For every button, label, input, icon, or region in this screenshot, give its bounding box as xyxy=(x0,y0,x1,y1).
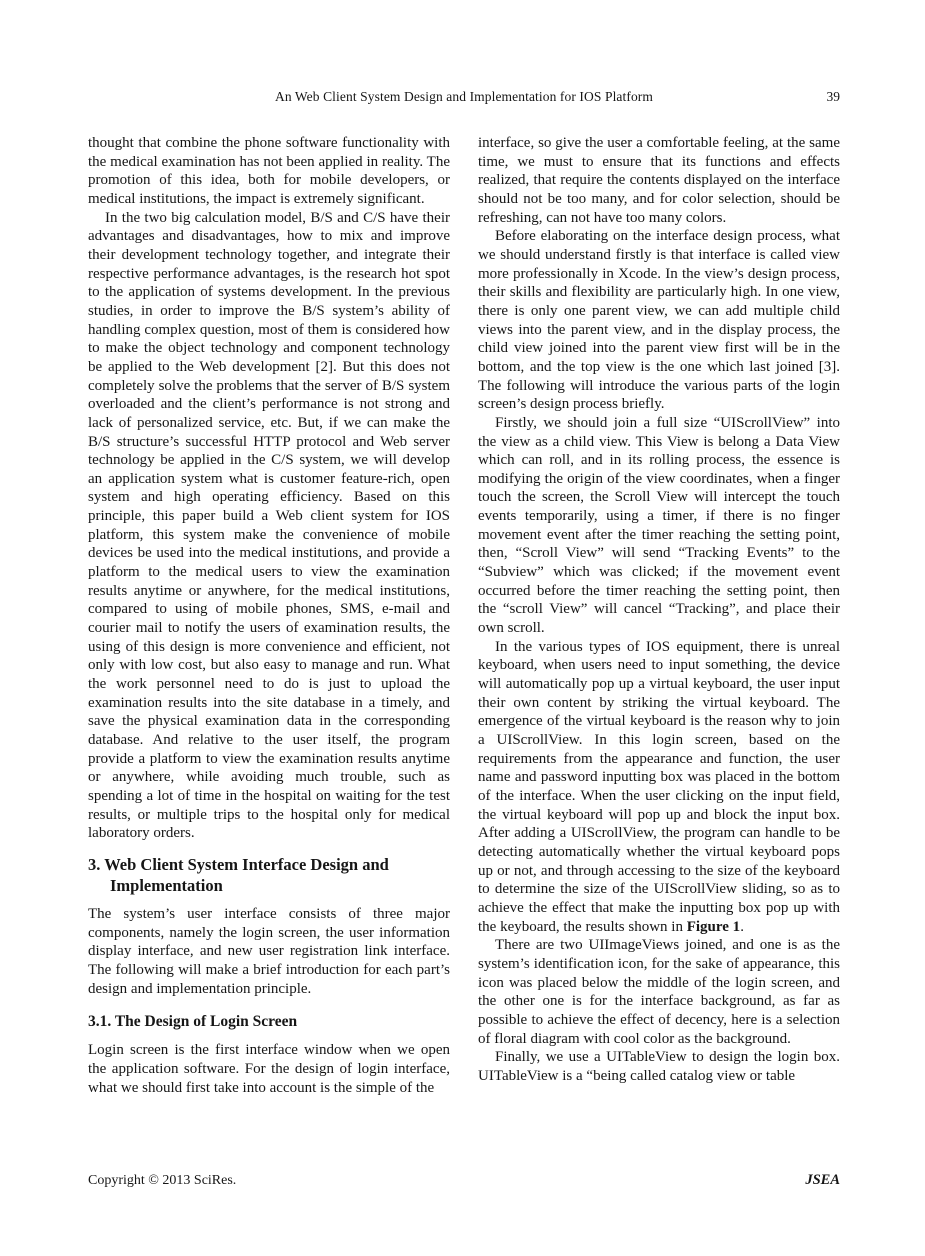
paragraph-uiscrollview: Firstly, we should join a full size “UIScrollView” into the view as a child view. This View is belong a Data View which can roll, and in its rolling process, the essence is modifying the origin of the view coordinates, when a finger touch the screen, the Scroll View will intercept the touch events temporarily, using a timer, if there is no finger movement event after the timer reaching the setting point, then, “Scroll View” will send “Tracking Events” to the “Subview” which was clicked; if the movement event occurred before the timer reaching the setting point, then the “scroll View” will cancel “Tracking”, and place their own scroll. xyxy=(478,414,840,637)
paragraph-virtual-keyboard xyxy=(478,638,840,937)
figure-1-reference: Figure 1 xyxy=(686,918,741,935)
section-3-heading-line1: 3. Web Client System Interface Design and xyxy=(88,854,389,874)
paragraph-uitableview: Finally, we use a UITableView to design the login box. UITableView is a “being called catalog view or table xyxy=(478,1049,840,1084)
paragraph-interface-continuation: interface, so give the user a comfortable feeling, at the same time, we must to ensure that its functions and effects realized, that require the contents displayed on the interface should not be too many, and for color selection, should be refreshing, can not have too many colors. xyxy=(478,135,840,226)
paragraph-ui-components: The system’s user interface consists of three major components, namely the login screen, the user information display interface, and new user registration link interface. The following will make a brief introduction for each part’s design and implementation principle. xyxy=(88,905,450,997)
paragraph-login-screen: Login screen is the first interface window when we open the application software. For the design of login interface, what we should first take into account is the simple of the xyxy=(88,1042,450,1096)
section-3-heading-line2: Implementation xyxy=(110,875,223,895)
paragraph-calculation-models: In the two big calculation model, B/S and C/S have their advantages and disadvantages, how to mix and improve their development technology together, and integrate their respective performance advantages, is the research hot spot to the application of systems development. In the previous studies, in order to improve the B/S system’s ability of handling complex question, most of them is considered how to make the object technology and component technology be applied to the Web development [2]. But this does not completely solve the problems that the server of B/S system overloaded and the client’s performance is not strong and lack of personalized service, etc. But, if we can make the B/S structure’s successful HTTP protocol and Web server technology be applied in the C/S system, we will develop an application system what is customer feature-rich, open system and high operating efficiency. Based on this principle, this paper build a Web client system for IOS platform, this system make the convenience of mobile devices be used into the medical institutions, and provide a platform to the medical users to view the examination results anytime or anywhere, for the medical institutions, compared to using of mobile phones, SMS, e-mail and courier mail to notify the users of examination results, the using of this design is more convenience and efficient, not only with low cost, but also easy to manage and run. What the work personnel need to do is just to upload the examination results into the site database in a timely, and save the physical examination data in the corresponding database. And relative to the user itself, the program provide a platform to view the examination results anytime or anywhere, while avoiding much trouble, such as spending a lot of time in the hospital on waiting for the test results, or multiple trips to the hospital only for medical laboratory orders. xyxy=(88,209,450,842)
running-title: An Web Client System Design and Implementation for IOS Platform xyxy=(274,89,654,104)
section-3-1-heading: 3.1. The Design of Login Screen xyxy=(88,1013,298,1031)
left-column xyxy=(88,134,450,1097)
paragraph-intro-continuation: thought that combine the phone software functionality with the medical examination has not been applied in reality. The promotion of this idea, both for mobile developers, or medical institutions, the impact is extremely significant. xyxy=(88,135,450,207)
right-column xyxy=(478,134,840,1097)
paragraph-uiimageviews: There are two UIImageViews joined, and one is as the system’s identification icon, for the sake of appearance, this icon was placed below the middle of the login screen, and the other one is for the interface background, as far as possible to achieve the effect of decency, here is a selection of floral diagram with cool color as the background. xyxy=(478,937,840,1047)
journal-abbreviation: JSEA xyxy=(805,1172,840,1188)
page-number: 39 xyxy=(826,89,840,104)
paragraph-virtual-keyboard-period: . xyxy=(740,918,744,935)
section-3-heading xyxy=(88,854,450,896)
running-head xyxy=(88,89,840,105)
two-column-body xyxy=(88,134,840,1097)
paragraph-views-xcode: Before elaborating on the interface design process, what we should understand firstly is that interface is called view more professionally in Xcode. In the view’s design process, their skills and flexibility are particularly high. In one view, there is only one parent view, we can add multiple child views into the parent view, and in the display process, the child view joined into the parent view first will be in the bottom, and the top view is the one which last joined [3]. The following will introduce the various parts of the login screen’s design process briefly. xyxy=(478,228,840,413)
copyright-notice: Copyright © 2013 SciRes. xyxy=(88,1173,237,1188)
paragraph-virtual-keyboard-text: In the various types of IOS equipment, there is unreal keyboard, when users need to input something, the device will automatically pop up a virtual keyboard, the user input their own content by striking the virtual keyboard. The emergence of the virtual keyboard is the reason why to join a UIScrollView. In this login screen, based on the requirements from the appearance and function, the user name and password inputting box was placed in the bottom of the interface. When the user clicking on the input field, the virtual keyboard will pop up and block the input box. After adding a UIScrollView, the program can handle to be detecting automatically whether the virtual keyboard pops up or not, and through accessing to the size of the keyboard to determine the size of the UIScrollView sliding, so as to achieve the effect that make the inputting box pop up with the keyboard, the results shown in xyxy=(478,638,840,935)
